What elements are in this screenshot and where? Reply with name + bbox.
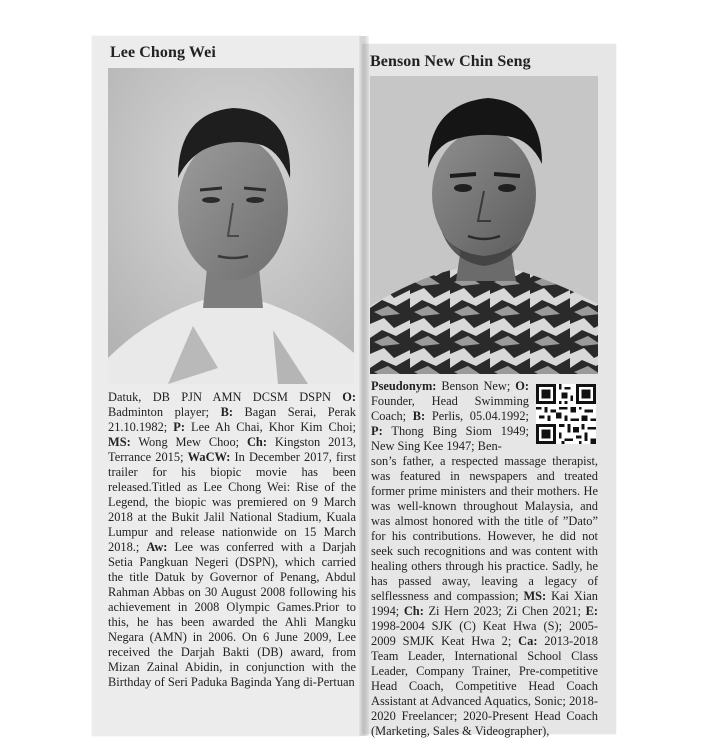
bio-left-field-code: O: xyxy=(342,390,356,404)
bio-left-field-code: MS: xyxy=(108,435,131,449)
bio-right-intro-text-segment: Perlis, 05.04.1992; xyxy=(425,409,529,423)
entry-name-benson-new-chin-seng: Benson New Chin Seng xyxy=(370,53,531,70)
bio-left-text-segment: In December 2017, first trailer for his biopic movie has been released.Titled as Lee Chong Wei: Rise of the Legend, the biopic was premiered on 9 March 2018 at the Bukit Jalil National Stadium, Kuala Lumpur and release nationwide on 15 March 2018.; xyxy=(108,450,356,554)
bio-left-text-segment: Bagan Serai, Perak 21.10.1982; xyxy=(108,405,356,434)
bio-left-text-segment: Lee Ah Chai, Khor Kim Choi; xyxy=(184,420,356,434)
bio-right-field-code: MS: xyxy=(523,589,547,603)
bio-left-text-segment: Badminton player; xyxy=(108,405,221,419)
portrait-photo-right xyxy=(370,76,598,374)
bio-left-field-code: Ch: xyxy=(246,435,267,449)
bio-right-text-segment: Kai Xian 1994; xyxy=(371,589,599,618)
bio-left-text-segment: Wong Mew Choo; xyxy=(130,435,247,449)
bio-right-field-code: E: xyxy=(585,604,599,618)
bio-left-text-segment: Datuk, DB PJN AMN DCSM DSPN xyxy=(108,390,343,404)
bio-text-right-intro xyxy=(371,379,529,454)
bio-right-intro-field-code: Pseudonym: xyxy=(371,379,437,393)
bio-left-field-code: Aw: xyxy=(146,540,168,554)
bio-left-text-segment: Kingston 2013, Terrance 2015; xyxy=(108,435,356,464)
bio-right-field-code: Ca: xyxy=(518,634,538,648)
bio-right-intro-text-segment: Founder, Head Swimming Coach; xyxy=(371,394,529,423)
bio-left-text-segment: Lee was conferred with a Darjah Setia Pangkuan Negeri (DSPN), which carried the title Datuk by Governor of Penang, Abdul Rahman Abbas on 30 August 2008 following his achievement in 2008 Olympic Games.Prior to this, he has been awarded the Ahli Mangku Negara (AMN) in 2006. On 6 June 2009, Lee received the Darjah Bakti (DB) award, from Mizan Zainal Abidin, in conjunction with the Birthday of Seri Paduka Baginda Yang di-Pertuan xyxy=(108,540,356,689)
bio-right-field-code: Ch: xyxy=(403,604,424,618)
book-gutter xyxy=(359,36,369,736)
qr-code-icon xyxy=(536,384,596,444)
portrait-photo-left xyxy=(108,68,354,384)
bio-text-left xyxy=(108,390,356,690)
bio-left-field-code: P: xyxy=(173,420,185,434)
bio-text-right xyxy=(371,454,598,739)
bio-right-text-segment: 1998-2004 SJK (C) Keat Hwa (S); 2005-2009 SMJK Keat Hwa 2; xyxy=(371,619,598,648)
entry-name-lee-chong-wei: Lee Chong Wei xyxy=(110,44,216,61)
bio-right-text-segment: 2013-2018 Team Leader, International School Class Leader, Company Trainer, Pre-competitive Head Coach, Competitive Head Coach Assistant at Advanced Aquatics, Sonic; 2018-2020 Freelancer; 2020-Present Head Coach (Marketing, Sales & Videographer), xyxy=(371,634,598,738)
bio-left-field-code: B: xyxy=(220,405,233,419)
bio-left-field-code: WaCW: xyxy=(187,450,231,464)
bio-right-intro-field-code: O: xyxy=(515,379,529,393)
bio-right-intro-text-segment: Benson New; xyxy=(436,379,516,393)
bio-right-intro-text-segment: Thong Bing Siom 1949; New Sing Kee 1947; Ben- xyxy=(371,424,529,453)
bio-right-intro-field-code: P: xyxy=(371,424,383,438)
bio-right-text-segment: son’s father, a respected massage therapist, was featured in newspapers and treated former prime ministers and their mothers. He was well-known throughout Malaysia, and was almost honored with the title of ”Dato” for his contributions. However, he did not seek such recognitions and was content with healing others through his practice. Sadly, he has passed away, leaving a legacy of selflessness and compassion; xyxy=(371,454,598,603)
bio-right-intro-field-code: B: xyxy=(412,409,426,423)
bio-right-text-segment: Zi Hern 2023; Zi Chen 2021; xyxy=(423,604,586,618)
